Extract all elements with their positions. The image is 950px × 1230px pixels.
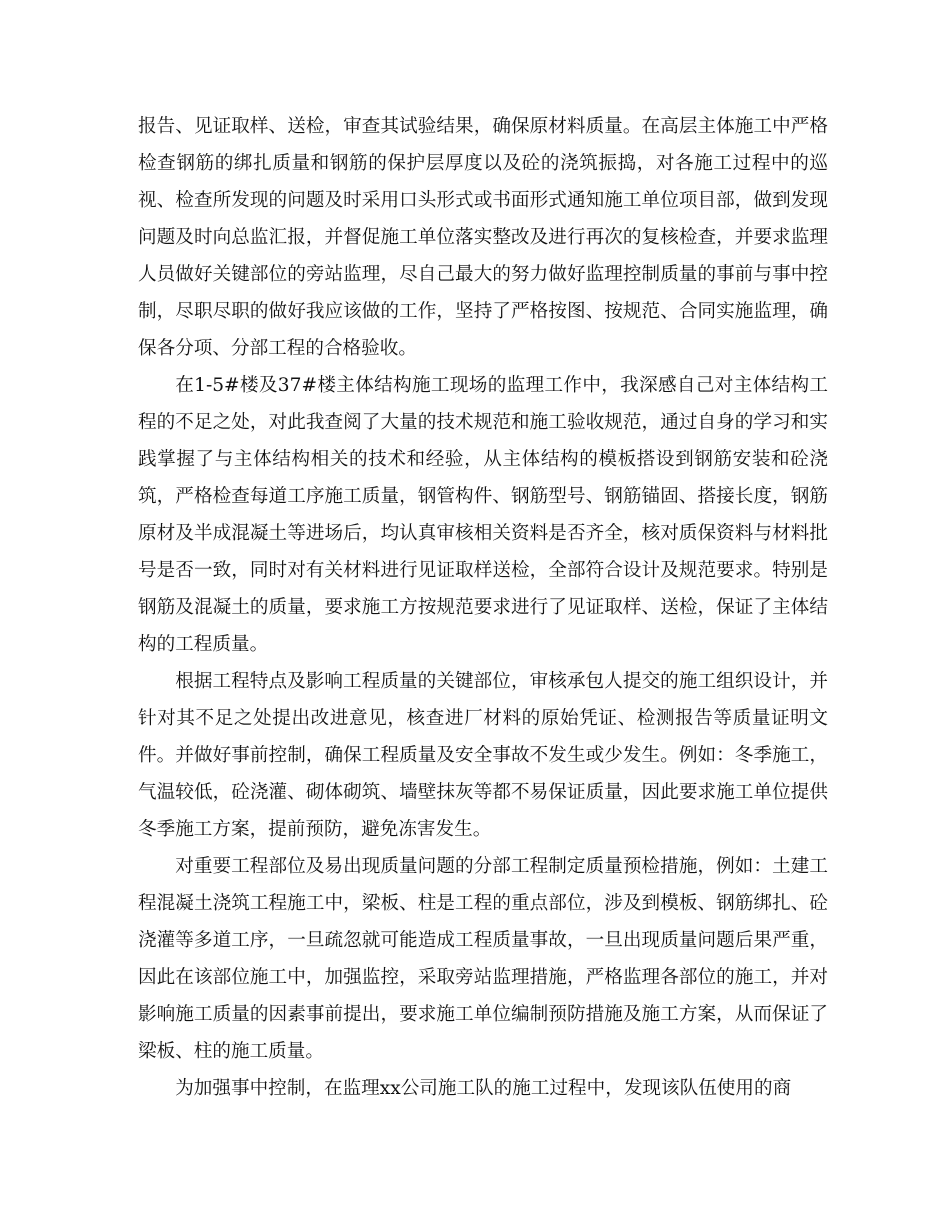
document-body — [138, 108, 828, 1107]
paragraph-4: 对重要工程部位及易出现质量问题的分部工程制定质量预检措施，例如：土建工程混凝土浇筑工程施工中，梁板、柱是工程的重点部位，涉及到模板、钢筋绑扎、砼浇灌等多道工序，一旦疏忽就可能造成工程质量事故，一旦出现质量问题后果严重，因此在该部位施工中，加强监控，采取旁站监理措施，严格监理各部位的施工，并对影响施工质量的因素事前提出，要求施工单位编制预防措施及施工方案，从而保证了梁板、柱的施工质量。 — [138, 856, 828, 1062]
paragraph-3: 根据工程特点及影响工程质量的关键部位，审核承包人提交的施工组织设计，并针对其不足之处提出改进意见，核查进厂材料的原始凭证、检测报告等质量证明文件。并做好事前控制，确保工程质量及安全事故不发生或少发生。例如：冬季施工，气温较低，砼浇灌、砌体砌筑、墙壁抹灰等都不易保证质量，因此要求施工单位提供冬季施工方案，提前预防，避免冻害发生。 — [138, 671, 828, 840]
paragraph-2: 在1-5#楼及37#楼主体结构施工现场的监理工作中，我深感自己对主体结构工程的不足之处，对此我查阅了大量的技术规范和施工验收规范，通过自身的学习和实践掌握了与主体结构相关的技术和经验，从主体结构的模板搭设到钢筋安装和砼浇筑，严格检查每道工序施工质量，钢管构件、钢筋型号、钢筋锚固、搭接长度，钢筋原材及半成混凝土等进场后，均认真审核相关资料是否齐全，核对质保资料与材料批号是否一致，同时对有关材料进行见证取样送检，全部符合设计及规范要求。特别是钢筋及混凝土的质量，要求施工方按规范要求进行了见证取样、送检，保证了主体结构的工程质量。 — [138, 375, 828, 655]
paragraph-5: 为加强事中控制，在监理xx公司施工队的施工过程中，发现该队伍使用的商 — [175, 1078, 792, 1099]
paragraph-1: 报告、见证取样、送检，审查其试验结果，确保原材料质量。在高层主体施工中严格检查钢筋的绑扎质量和钢筋的保护层厚度以及砼的浇筑振捣，对各施工过程中的巡视、检查所发现的问题及时采用口头形式或书面形式通知施工单位项目部，做到发现问题及时向总监汇报，并督促施工单位落实整改及进行再次的复核检查，并要求监理人员做好关键部位的旁站监理，尽自己最大的努力做好监理控制质量的事前与事中控制，尽职尽职的做好我应该做的工作，坚持了严格按图、按规范、合同实施监理，确保各分项、分部工程的合格验收。 — [138, 116, 828, 359]
